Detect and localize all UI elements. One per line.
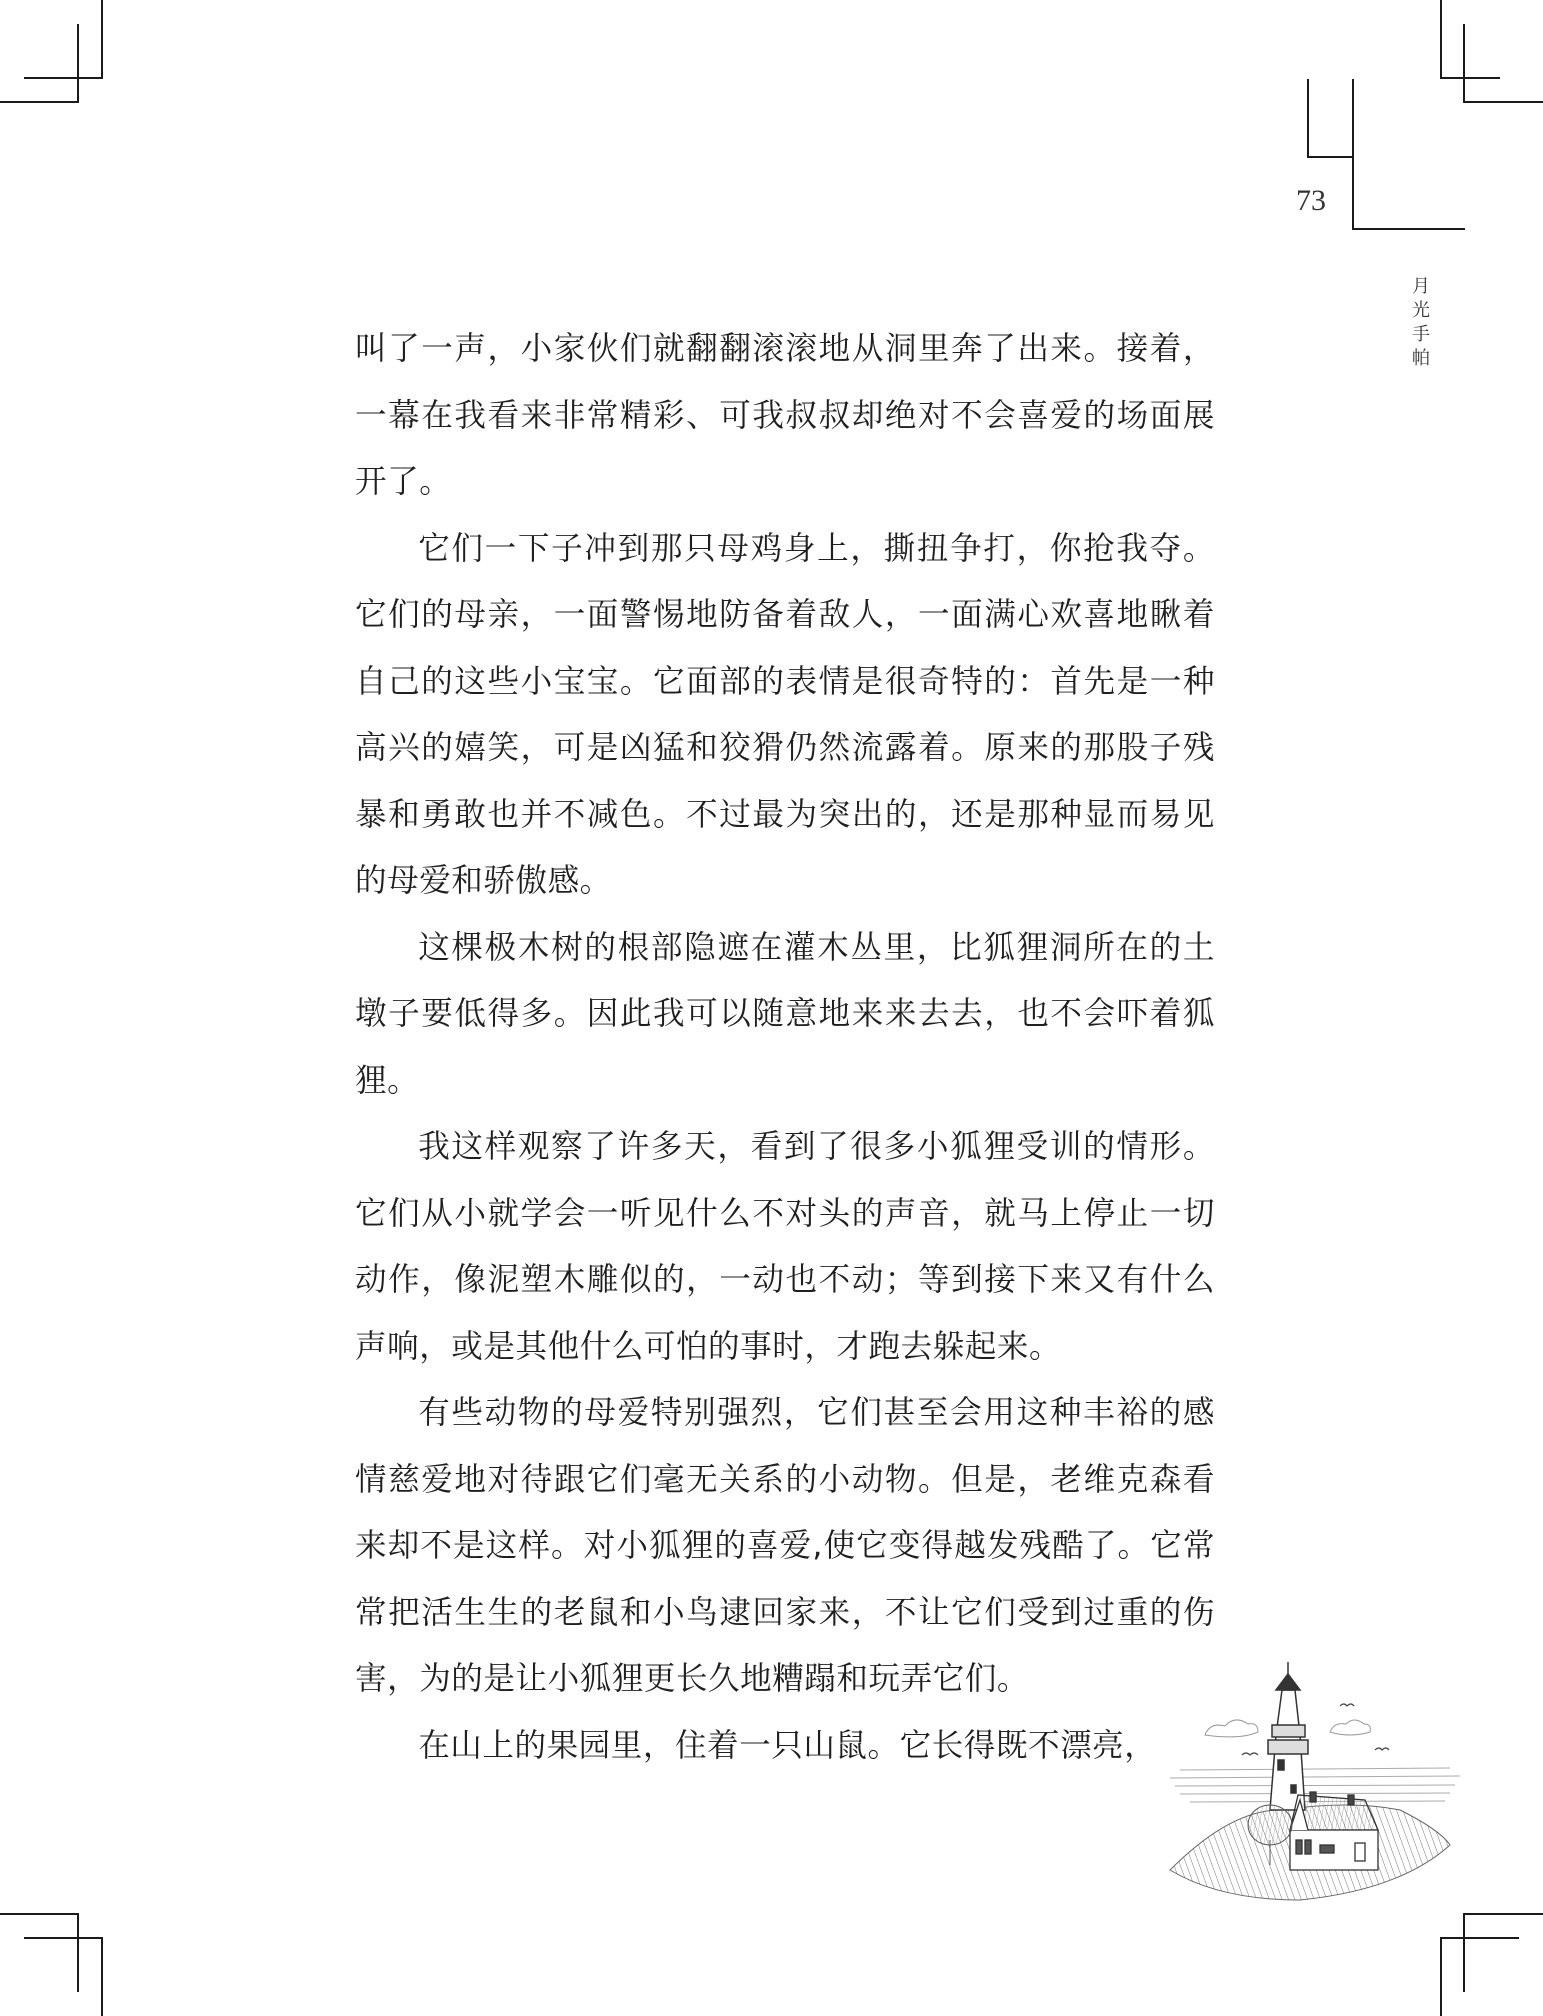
paragraph: 我这样观察了许多天，看到了很多小狐狸受训的情形。它们从小就学会一听见什么不对头的声音，就马上停止一切动作，像泥塑木雕似的，一动也不动；等到接下来又有什么声响，或是其他什么可怕的事时，才跑去躲起来。 xyxy=(355,1129,1215,1365)
cloud-icon xyxy=(1330,1720,1370,1735)
crop-mark-bottom-left-inner-vertical xyxy=(77,1913,79,1992)
crop-mark-bottom-right-inner-horizontal xyxy=(1463,1913,1543,1915)
paragraph: 这棵极木树的根部隐遮在灌木丛里，比狐狸洞所在的土墩子要低得多。因此我可以随意地来来去去，也不会吓着狐狸。 xyxy=(355,929,1215,1099)
page-bracket-short-horizontal xyxy=(1307,156,1354,158)
running-title-char: 手 xyxy=(1412,324,1430,345)
crop-mark-bottom-right-outer-vertical xyxy=(1440,1937,1442,2016)
crop-mark-top-left-outer-vertical xyxy=(101,0,103,79)
page-bracket-long-vertical xyxy=(1352,79,1354,230)
crop-mark-bottom-left-outer-vertical xyxy=(101,1937,103,2016)
running-title-char: 月 xyxy=(1412,276,1430,297)
lighthouse-illustration xyxy=(1150,1660,1480,1920)
paragraph: 它们一下子冲到那只母鸡身上，撕扭争打，你抢我夺。它们的母亲，一面警惕地防备着敌人，一面满心欢喜地瞅着自己的这些小宝宝。它面部的表情是很奇特的：首先是一种高兴的嬉笑，可是凶猛和狡猾仍然流露着。原来的那股子残暴和勇敢也并不减色。不过最为突出的，还是那种显而易见的母爱和骄傲感。 xyxy=(355,530,1215,899)
crop-mark-bottom-left-outer-horizontal xyxy=(24,1937,103,1939)
crop-mark-bottom-right-inner-vertical xyxy=(1463,1913,1465,1992)
crop-mark-top-right-outer-horizontal xyxy=(1440,77,1500,79)
running-title-char: 帕 xyxy=(1412,348,1430,369)
crop-mark-top-right-inner-horizontal xyxy=(1463,101,1543,103)
paragraph: 有些动物的母爱特别强烈，它们甚至会用这种丰裕的感情慈爱地对待跟它们毫无关系的小动物。但是，老维克森看来却不是这样。对小狐狸的喜爱,使它变得越发残酷了。它常常把活生生的老鼠和小鸟逮回家来，不让它们受到过重的伤害，为的是让小狐狸更长久地糟蹋和玩弄它们。 xyxy=(355,1395,1215,1697)
cloud-icon xyxy=(1205,1720,1258,1737)
crop-mark-top-left-outer-horizontal xyxy=(24,77,103,79)
page-number: 73 xyxy=(1296,184,1326,217)
running-title xyxy=(1410,275,1432,371)
running-title-char: 光 xyxy=(1412,300,1430,321)
crop-mark-top-left-inner-horizontal xyxy=(0,101,79,103)
lighthouse-icon xyxy=(1268,1662,1308,1810)
crop-mark-top-right-inner-vertical xyxy=(1463,24,1465,103)
paragraph: 在山上的果园里，住着一只山鼠。它长得既不漂亮， xyxy=(418,1727,1157,1764)
page-bracket-long-horizontal xyxy=(1352,228,1465,230)
crop-mark-bottom-left-inner-horizontal xyxy=(0,1913,79,1915)
page-bracket-short-vertical xyxy=(1307,79,1309,158)
body-text xyxy=(355,316,1215,1779)
paragraph: 叫了一声，小家伙们就翻翻滚滚地从洞里奔了出来。接着，一幕在我看来非常精彩、可我叔叔却绝对不会喜爱的场面展开了。 xyxy=(355,331,1215,500)
house-icon xyxy=(1290,1792,1378,1870)
crop-mark-top-left-inner-vertical xyxy=(77,24,79,103)
crop-mark-top-right-outer-vertical xyxy=(1440,0,1442,79)
crop-mark-bottom-right-outer-horizontal xyxy=(1440,1937,1519,1939)
